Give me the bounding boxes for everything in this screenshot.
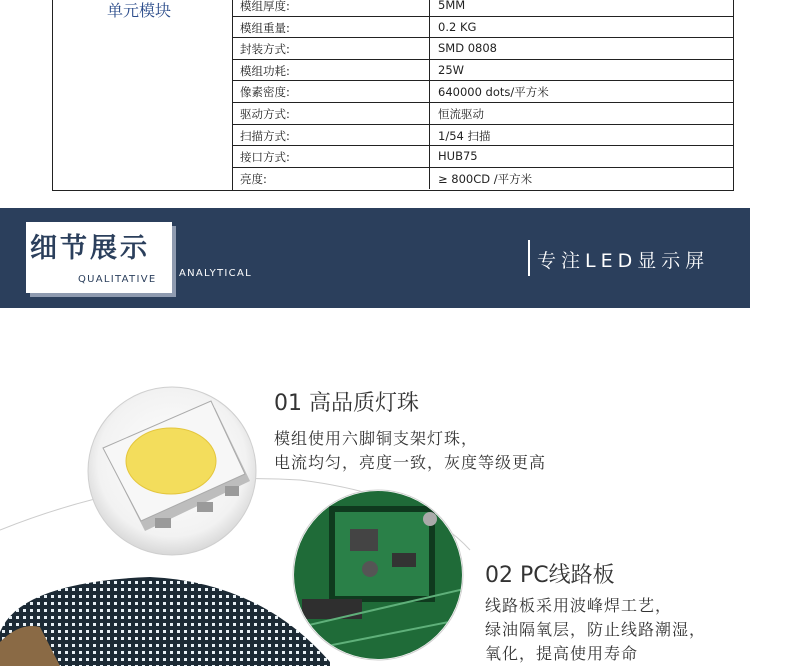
- spec-row-scan: [233, 125, 733, 147]
- spec-key: 亮度:: [240, 171, 267, 186]
- feature-desc-pcb: [485, 594, 706, 666]
- feature-title-pcb: 02 PC线路板: [485, 563, 615, 588]
- spec-key: 像素密度:: [240, 85, 290, 100]
- spec-value: 0.2 KG: [438, 19, 477, 34]
- spec-value: ≥ 800CD /平方米: [438, 171, 533, 186]
- spec-row-weight: [233, 17, 733, 39]
- spec-value: 5MM: [438, 0, 466, 12]
- spec-key: 模组重量:: [240, 20, 290, 35]
- banner-subtitle-left: QUALITATIVE: [78, 274, 157, 285]
- feature-title-led: 01 高品质灯珠: [274, 391, 419, 416]
- spec-row-brightness: [233, 168, 733, 190]
- spec-key: 模组功耗:: [240, 63, 290, 78]
- spec-value: HUB75: [438, 149, 478, 164]
- spec-value: 640000 dots/平方米: [438, 85, 549, 100]
- banner-subtitle-right: ANALYTICAL: [179, 268, 252, 279]
- led-module-image: [0, 572, 332, 666]
- banner-title: 细节展示: [30, 233, 150, 264]
- feature-desc-led: [274, 427, 546, 475]
- feature-desc-line: 电流均匀，亮度一致，灰度等级更高: [274, 453, 547, 472]
- spec-row-power: [233, 60, 733, 82]
- spec-key: 扫描方式:: [240, 128, 290, 143]
- spec-section-label: [53, 0, 233, 190]
- feature-desc-line: 绿油隔氧层，防止线路潮湿，: [485, 620, 707, 639]
- spec-row-interface: [233, 146, 733, 168]
- spec-row-package: [233, 38, 733, 60]
- spec-key: 模组厚度:: [240, 0, 290, 13]
- spec-row-drive: [233, 103, 733, 125]
- spec-value: 25W: [438, 62, 465, 77]
- feature-desc-line: 模组使用六脚铜支架灯珠，: [274, 429, 479, 448]
- spec-row-thickness: [233, 0, 733, 17]
- led-chip-image: [85, 386, 260, 556]
- spec-value: 恒流驱动: [438, 107, 484, 121]
- spec-key: 接口方式:: [240, 150, 290, 165]
- spec-key: 驱动方式:: [240, 107, 290, 121]
- spec-section-title: 单元模块: [107, 1, 172, 20]
- spec-rows: [233, 0, 733, 190]
- banner-divider: [528, 240, 530, 276]
- spec-value: 1/54 扫描: [438, 128, 491, 143]
- spec-value: SMD 0808: [438, 41, 497, 56]
- spec-row-density: [233, 81, 733, 103]
- feature-desc-line: 线路板采用波峰焊工艺，: [485, 596, 673, 615]
- detail-banner: [0, 208, 750, 308]
- feature-desc-line: 氧化，提高使用寿命: [485, 644, 639, 663]
- banner-slogan: 专注LED显示屏: [537, 250, 710, 272]
- spec-key: 封装方式:: [240, 42, 290, 57]
- spec-table: [52, 0, 734, 191]
- banner-title-card: [26, 222, 172, 293]
